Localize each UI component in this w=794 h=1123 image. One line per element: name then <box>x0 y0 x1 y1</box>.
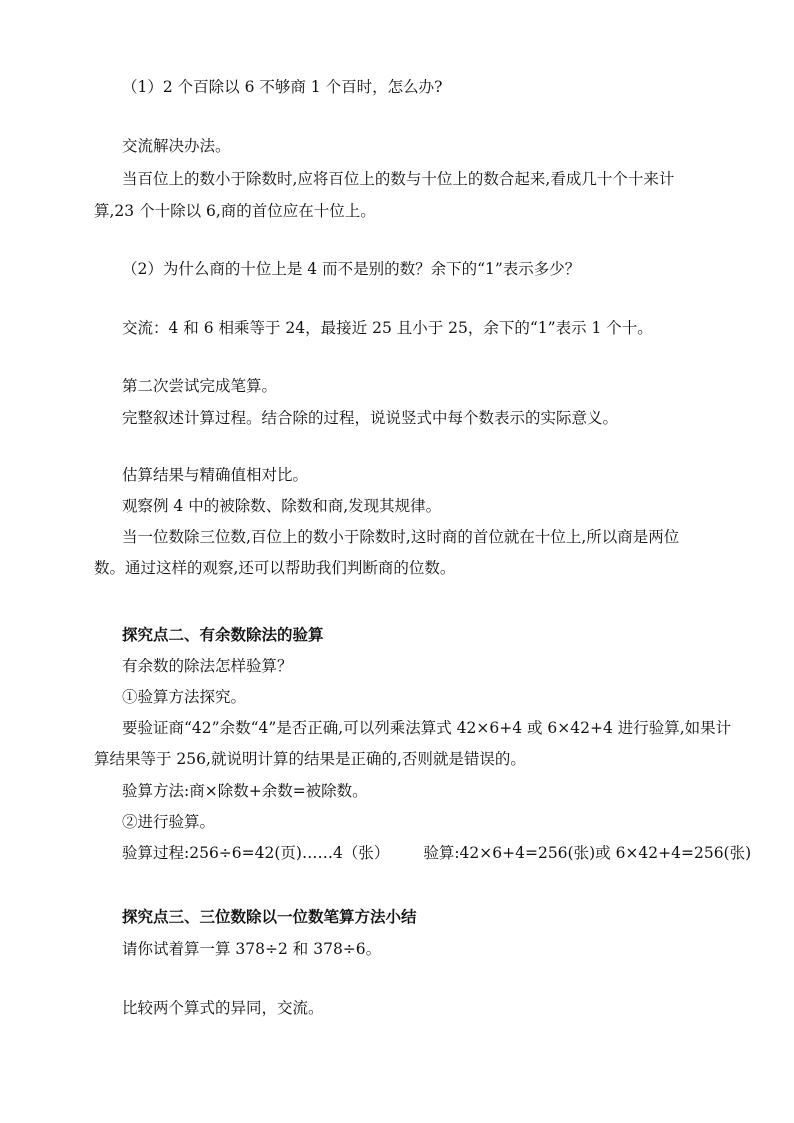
paragraph-line: 比较两个算式的异同，交流。 <box>122 999 324 1017</box>
paragraph-line: 请你试着算一算 378÷2 和 378÷6。 <box>122 940 382 958</box>
verification-line <box>122 843 751 863</box>
paragraph-line: ②进行验算。 <box>122 813 216 831</box>
section-heading: 探究点二、有余数除法的验算 <box>122 625 324 644</box>
paragraph-line: 算结果等于 256,就说明计算的结果是正确的,否则就是错误的。 <box>94 750 526 768</box>
paragraph-line: 当百位上的数小于除数时,应将百位上的数与十位上的数合起来,看成几十个十来计 <box>122 170 675 188</box>
verification-process: 验算过程:256÷6=42(页)……4（张） <box>122 844 390 862</box>
paragraph-line: 要验证商“42”余数“4”是否正确,可以列乘法算式 42×6+4 或 6×42+4 进行验算,如果计 <box>122 719 732 737</box>
question-2: （2）为什么商的十位上是 4 而不是别的数？余下的“1”表示多少？ <box>122 260 581 278</box>
paragraph-line: 完整叙述计算过程。结合除的过程，说说竖式中每个数表示的实际意义。 <box>122 409 619 427</box>
paragraph-line: 估算结果与精确值相对比。 <box>122 466 309 484</box>
paragraph-line: 验算方法:商×除数+余数=被除数。 <box>122 782 368 800</box>
paragraph-line: 第二次尝试完成笔算。 <box>122 377 278 395</box>
paragraph-line: ①验算方法探究。 <box>122 688 247 706</box>
paragraph-line: 有余数的除法怎样验算？ <box>122 657 293 675</box>
paragraph-line: 观察例 4 中的被除数、除数和商,发现其规律。 <box>122 497 442 515</box>
paragraph-line: 交流解决办法。 <box>122 137 231 155</box>
paragraph-line: 算,23 个十除以 6,商的首位应在十位上。 <box>94 202 376 220</box>
paragraph-line: 当一位数除三位数,百位上的数小于除数时,这时商的首位就在十位上,所以商是两位 <box>122 528 680 546</box>
paragraph-line: 交流：4 和 6 相乘等于 24，最接近 25 且小于 25，余下的“1”表示 1 个十。 <box>122 319 653 337</box>
section-heading: 探究点三、三位数除以一位数笔算方法小结 <box>122 907 417 926</box>
question-1: （1）2 个百除以 6 不够商 1 个百时，怎么办? <box>122 78 443 96</box>
verification-formula: 验算:42×6+4=256(张)或 6×42+4=256(张) <box>423 844 752 862</box>
paragraph-line: 数。通过这样的观察,还可以帮助我们判断商的位数。 <box>94 559 456 577</box>
